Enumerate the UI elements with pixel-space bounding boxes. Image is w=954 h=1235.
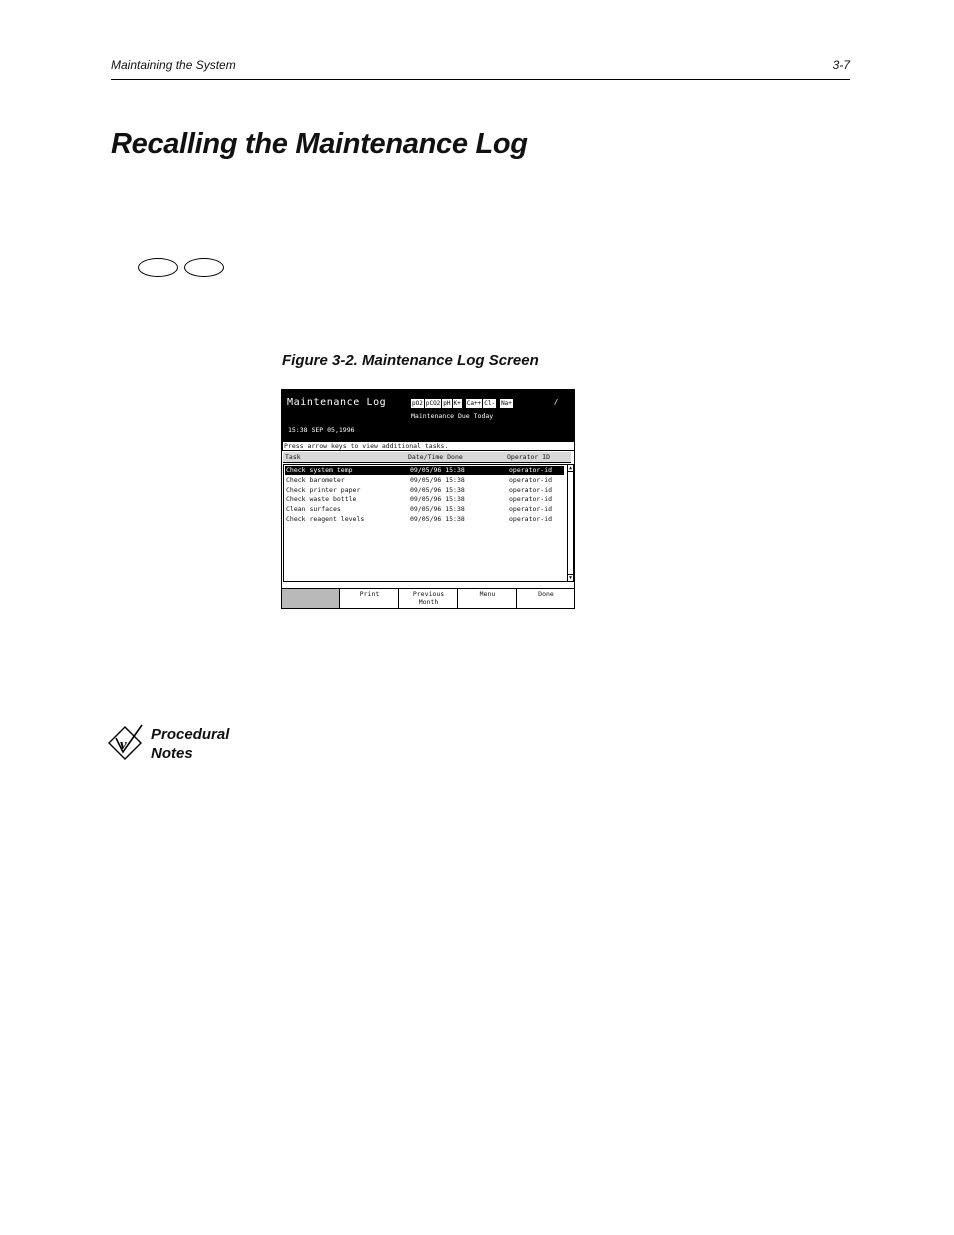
row-task: Check system temp <box>286 466 353 474</box>
row-operator: operator-id <box>509 495 553 503</box>
column-header-operator: Operator ID <box>507 453 551 461</box>
print-button[interactable]: Print <box>341 589 399 609</box>
param-na: Na+ <box>501 400 512 407</box>
svg-text:v: v <box>120 737 127 753</box>
list-body <box>283 464 567 582</box>
table-row[interactable] <box>285 515 564 524</box>
row-task: Check reagent levels <box>286 515 365 523</box>
column-header-datetime: Date/Time Done <box>408 453 463 461</box>
row-operator: operator-id <box>509 476 553 484</box>
running-header-section: Maintaining the System <box>111 58 236 72</box>
header-rule <box>111 79 850 80</box>
row-operator: operator-id <box>509 486 553 494</box>
list-scrollbar[interactable] <box>567 464 574 582</box>
softkey-bar <box>282 588 574 609</box>
maintenance-log-screen <box>281 389 575 609</box>
screen-datetime: 15:38 SEP 05,1996 <box>288 426 355 434</box>
row-task: Check barometer <box>286 476 345 484</box>
param-po2: pO2 <box>412 400 423 407</box>
screen-slash: / <box>554 398 559 406</box>
scroll-down-arrow-icon[interactable]: ▼ <box>568 575 572 581</box>
procedural-notes-line1: Procedural <box>151 726 230 743</box>
row-operator: operator-id <box>509 505 553 513</box>
checkmark-diamond-icon <box>108 724 144 760</box>
row-task: Clean surfaces <box>286 505 341 513</box>
param-pco2: pCO2 <box>425 400 441 407</box>
parameter-indicators <box>411 399 514 408</box>
page-number: 3-7 <box>832 58 850 72</box>
procedural-notes-heading <box>151 725 229 763</box>
table-row[interactable] <box>285 476 564 485</box>
procedural-notes-line2: Notes <box>151 745 193 762</box>
scroll-up-arrow-icon[interactable]: ▲ <box>568 465 572 471</box>
maintenance-task-list <box>282 451 574 582</box>
screen-message: Press arrow keys to view additional tasks. <box>282 441 575 451</box>
row-datetime: 09/05/96 15:38 <box>410 476 465 484</box>
row-operator: operator-id <box>509 515 553 523</box>
previous-month-label-line1: Previous <box>412 590 445 598</box>
param-ca: Ca++ <box>466 400 482 407</box>
table-row[interactable] <box>285 505 564 514</box>
section-title: Recalling the Maintenance Log <box>111 128 528 160</box>
figure-caption: Figure 3-2. Maintenance Log Screen <box>282 352 539 369</box>
menu-button[interactable]: Menu <box>459 589 517 609</box>
screen-title: Maintenance Log <box>287 397 387 408</box>
param-ph: pH <box>443 400 451 407</box>
table-row[interactable] <box>285 495 564 504</box>
column-header-task: Task <box>285 453 301 461</box>
table-row[interactable] <box>285 486 564 495</box>
keypad-key-oval <box>184 258 224 277</box>
row-task: Check printer paper <box>286 486 361 494</box>
row-task: Check waste bottle <box>286 495 357 503</box>
table-row[interactable] <box>285 466 564 475</box>
done-button[interactable]: Done <box>518 589 574 609</box>
row-operator: operator-id <box>509 466 553 474</box>
param-k: K+ <box>453 400 461 407</box>
keypad-key-oval <box>138 258 178 277</box>
screen-header <box>282 390 574 441</box>
previous-month-label-line2: Month <box>418 598 439 606</box>
row-datetime: 09/05/96 15:38 <box>410 505 465 513</box>
previous-month-button[interactable] <box>400 589 458 609</box>
softkey-blank <box>282 589 340 609</box>
row-datetime: 09/05/96 15:38 <box>410 515 465 523</box>
param-cl: Cl- <box>484 400 496 407</box>
list-column-headers <box>283 452 571 463</box>
row-datetime: 09/05/96 15:38 <box>410 486 465 494</box>
row-datetime: 09/05/96 15:38 <box>410 466 465 474</box>
row-datetime: 09/05/96 15:38 <box>410 495 465 503</box>
maintenance-due-text: Maintenance Due Today <box>411 412 494 420</box>
